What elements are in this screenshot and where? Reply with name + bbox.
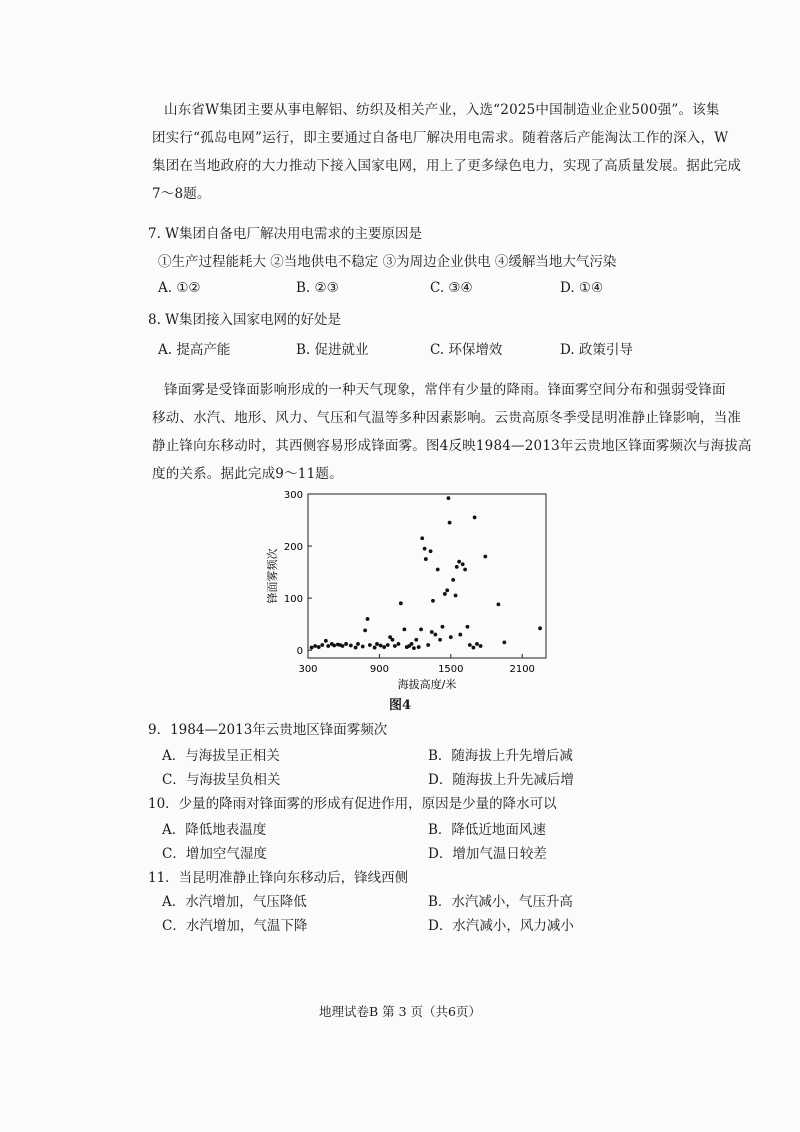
data-point — [447, 496, 451, 500]
option-11b[interactable]: B．水汽减小，气压升高 — [428, 894, 573, 910]
plot-frame — [308, 494, 546, 658]
data-point — [472, 646, 476, 650]
question-7-stem: 7. W集团自备电厂解决用电需求的主要原因是 — [148, 226, 423, 242]
figure-caption: 图4 — [388, 698, 412, 713]
passage-2 — [152, 376, 752, 488]
question-7-items: ①生产过程能耗大 ②当地供电不稳定 ③为周边企业供电 ④缓解当地大气污染 — [158, 254, 617, 270]
data-point — [391, 638, 395, 642]
option-8a[interactable]: A. 提高产能 — [158, 342, 231, 358]
passage-2-line: 锋面雾是受锋面影响形成的一种天气现象，常伴有少量的降雨。锋面雾空间分布和强弱受锋面 — [164, 382, 726, 398]
option-9b[interactable]: B．随海拔上升先增后减 — [428, 748, 573, 764]
data-point — [332, 644, 336, 648]
y-axis-label: 锋面雾频次 — [266, 548, 279, 604]
data-point — [430, 630, 434, 634]
option-8d[interactable]: D. 政策引导 — [560, 342, 633, 358]
data-point — [455, 565, 459, 569]
data-point — [441, 625, 445, 629]
passage-1-line: 山东省W集团主要从事电解铝、纺织及相关产业，入选“2025中国制造业企业500强”。该集 — [164, 102, 720, 118]
passage-2-line: 静止锋向东移动时，其西侧容易形成锋面雾。图4反映1984—2013年云贵地区锋面雾频次与海拔高 — [152, 438, 752, 454]
data-point — [419, 627, 423, 631]
data-point — [443, 592, 447, 596]
data-point — [412, 646, 416, 650]
x-axis-label: 海拔高度/米 — [397, 678, 457, 691]
data-point — [410, 642, 414, 646]
data-point — [310, 646, 314, 650]
data-point — [324, 639, 328, 643]
x-tick-label: 300 — [298, 664, 318, 675]
y-tick-label: 0 — [296, 646, 303, 658]
data-point — [423, 547, 427, 551]
data-point — [429, 549, 433, 553]
option-8b[interactable]: B. 促进就业 — [296, 342, 369, 358]
passage-2-line: 度的关系。据此完成9～11题。 — [152, 466, 343, 482]
data-point — [466, 625, 470, 629]
data-point — [457, 560, 461, 564]
option-10a[interactable]: A．降低地表温度 — [162, 822, 267, 838]
data-point — [420, 536, 424, 540]
data-point — [354, 646, 358, 650]
data-point — [454, 594, 458, 598]
data-point — [414, 638, 418, 642]
data-point — [326, 644, 330, 648]
data-point — [433, 633, 437, 637]
data-point — [402, 627, 406, 631]
option-11a[interactable]: A．水汽增加，气压降低 — [162, 894, 307, 910]
data-point — [475, 642, 479, 646]
y-tick-label: 200 — [283, 542, 303, 554]
option-9c[interactable]: C．与海拔呈负相关 — [162, 772, 281, 788]
data-point — [458, 633, 462, 637]
data-point — [363, 629, 367, 633]
data-point — [382, 645, 386, 649]
x-axis-ticks — [298, 654, 534, 675]
data-point — [361, 645, 365, 649]
data-point — [426, 643, 430, 647]
data-point — [431, 599, 435, 603]
data-point — [449, 635, 453, 639]
data-point — [386, 643, 390, 647]
data-point — [356, 642, 360, 646]
data-point — [502, 640, 506, 644]
option-11d[interactable]: D．水汽减小，风力减小 — [428, 918, 574, 934]
option-7b[interactable]: B. ②③ — [296, 280, 339, 296]
data-point — [497, 602, 501, 606]
data-point — [483, 555, 487, 559]
option-7d[interactable]: D. ①④ — [560, 280, 604, 296]
data-point — [366, 617, 370, 621]
page-footer: 地理试卷B 第 3 页（共6页） — [318, 1004, 481, 1019]
data-point — [368, 643, 372, 647]
data-point — [424, 557, 428, 561]
x-tick-label: 1500 — [438, 664, 464, 675]
passage-2-line: 移动、水汽、地形、风力、气压和气温等多种因素影响。云贵高原冬季受昆明准静止锋影响，当准 — [152, 410, 742, 426]
data-point — [397, 642, 401, 646]
question-11-stem: 11．当昆明准静止锋向东移动后，锋线西侧 — [148, 870, 409, 886]
data-points — [310, 496, 542, 650]
figure-4-chart — [262, 488, 562, 698]
data-point — [317, 645, 321, 649]
data-point — [344, 642, 348, 646]
data-point — [461, 562, 465, 566]
data-point — [393, 644, 397, 648]
data-point — [373, 646, 377, 650]
option-8c[interactable]: C. 环保增效 — [430, 342, 503, 358]
question-10-stem: 10．少量的降雨对锋面雾的形成有促进作用，原因是少量的降水可以 — [148, 796, 557, 812]
data-point — [445, 588, 449, 592]
y-tick-label: 100 — [283, 594, 303, 606]
option-10d[interactable]: D．增加气温日较差 — [428, 846, 547, 862]
data-point — [375, 642, 379, 646]
data-point — [436, 568, 440, 572]
data-point — [438, 638, 442, 642]
option-7c[interactable]: C. ③④ — [430, 280, 473, 296]
question-9-stem: 9．1984—2013年云贵地区锋面雾频次 — [148, 722, 388, 738]
data-point — [473, 516, 477, 520]
data-point — [320, 643, 324, 647]
data-point — [479, 644, 483, 648]
data-point — [313, 644, 317, 648]
scatter-plot — [262, 488, 562, 698]
data-point — [399, 601, 403, 605]
passage-1 — [152, 96, 742, 208]
data-point — [538, 626, 542, 630]
passage-1-line: 7～8题。 — [152, 186, 211, 202]
x-tick-label: 2100 — [509, 664, 535, 675]
question-8-stem: 8. W集团接入国家电网的好处是 — [148, 312, 342, 328]
passage-1-line: 集团在当地政府的大力推动下接入国家电网，用上了更多绿色电力，实现了高质量发展。据此完成 — [152, 158, 742, 174]
passage-1-line: 团实行“孤岛电网”运行，即主要通过自备电厂解决用电需求。随着落后产能淘汰工作的深入，W — [152, 130, 729, 146]
data-point — [349, 644, 353, 648]
option-10c[interactable]: C．增加空气湿度 — [162, 846, 267, 862]
data-point — [468, 643, 472, 647]
data-point — [417, 645, 421, 649]
data-point — [451, 578, 455, 582]
data-point — [448, 521, 452, 525]
data-point — [341, 644, 345, 648]
x-tick-label: 900 — [369, 664, 389, 675]
option-11c[interactable]: C．水汽增加，气温下降 — [162, 918, 308, 934]
option-9a[interactable]: A．与海拔呈正相关 — [162, 748, 280, 764]
data-point — [463, 568, 467, 572]
option-7a[interactable]: A. ①② — [158, 280, 201, 296]
option-9d[interactable]: D．随海拔上升先减后增 — [428, 772, 574, 788]
data-point — [379, 644, 383, 648]
option-10b[interactable]: B．降低近地面风速 — [428, 822, 546, 838]
y-tick-label: 300 — [283, 490, 303, 501]
